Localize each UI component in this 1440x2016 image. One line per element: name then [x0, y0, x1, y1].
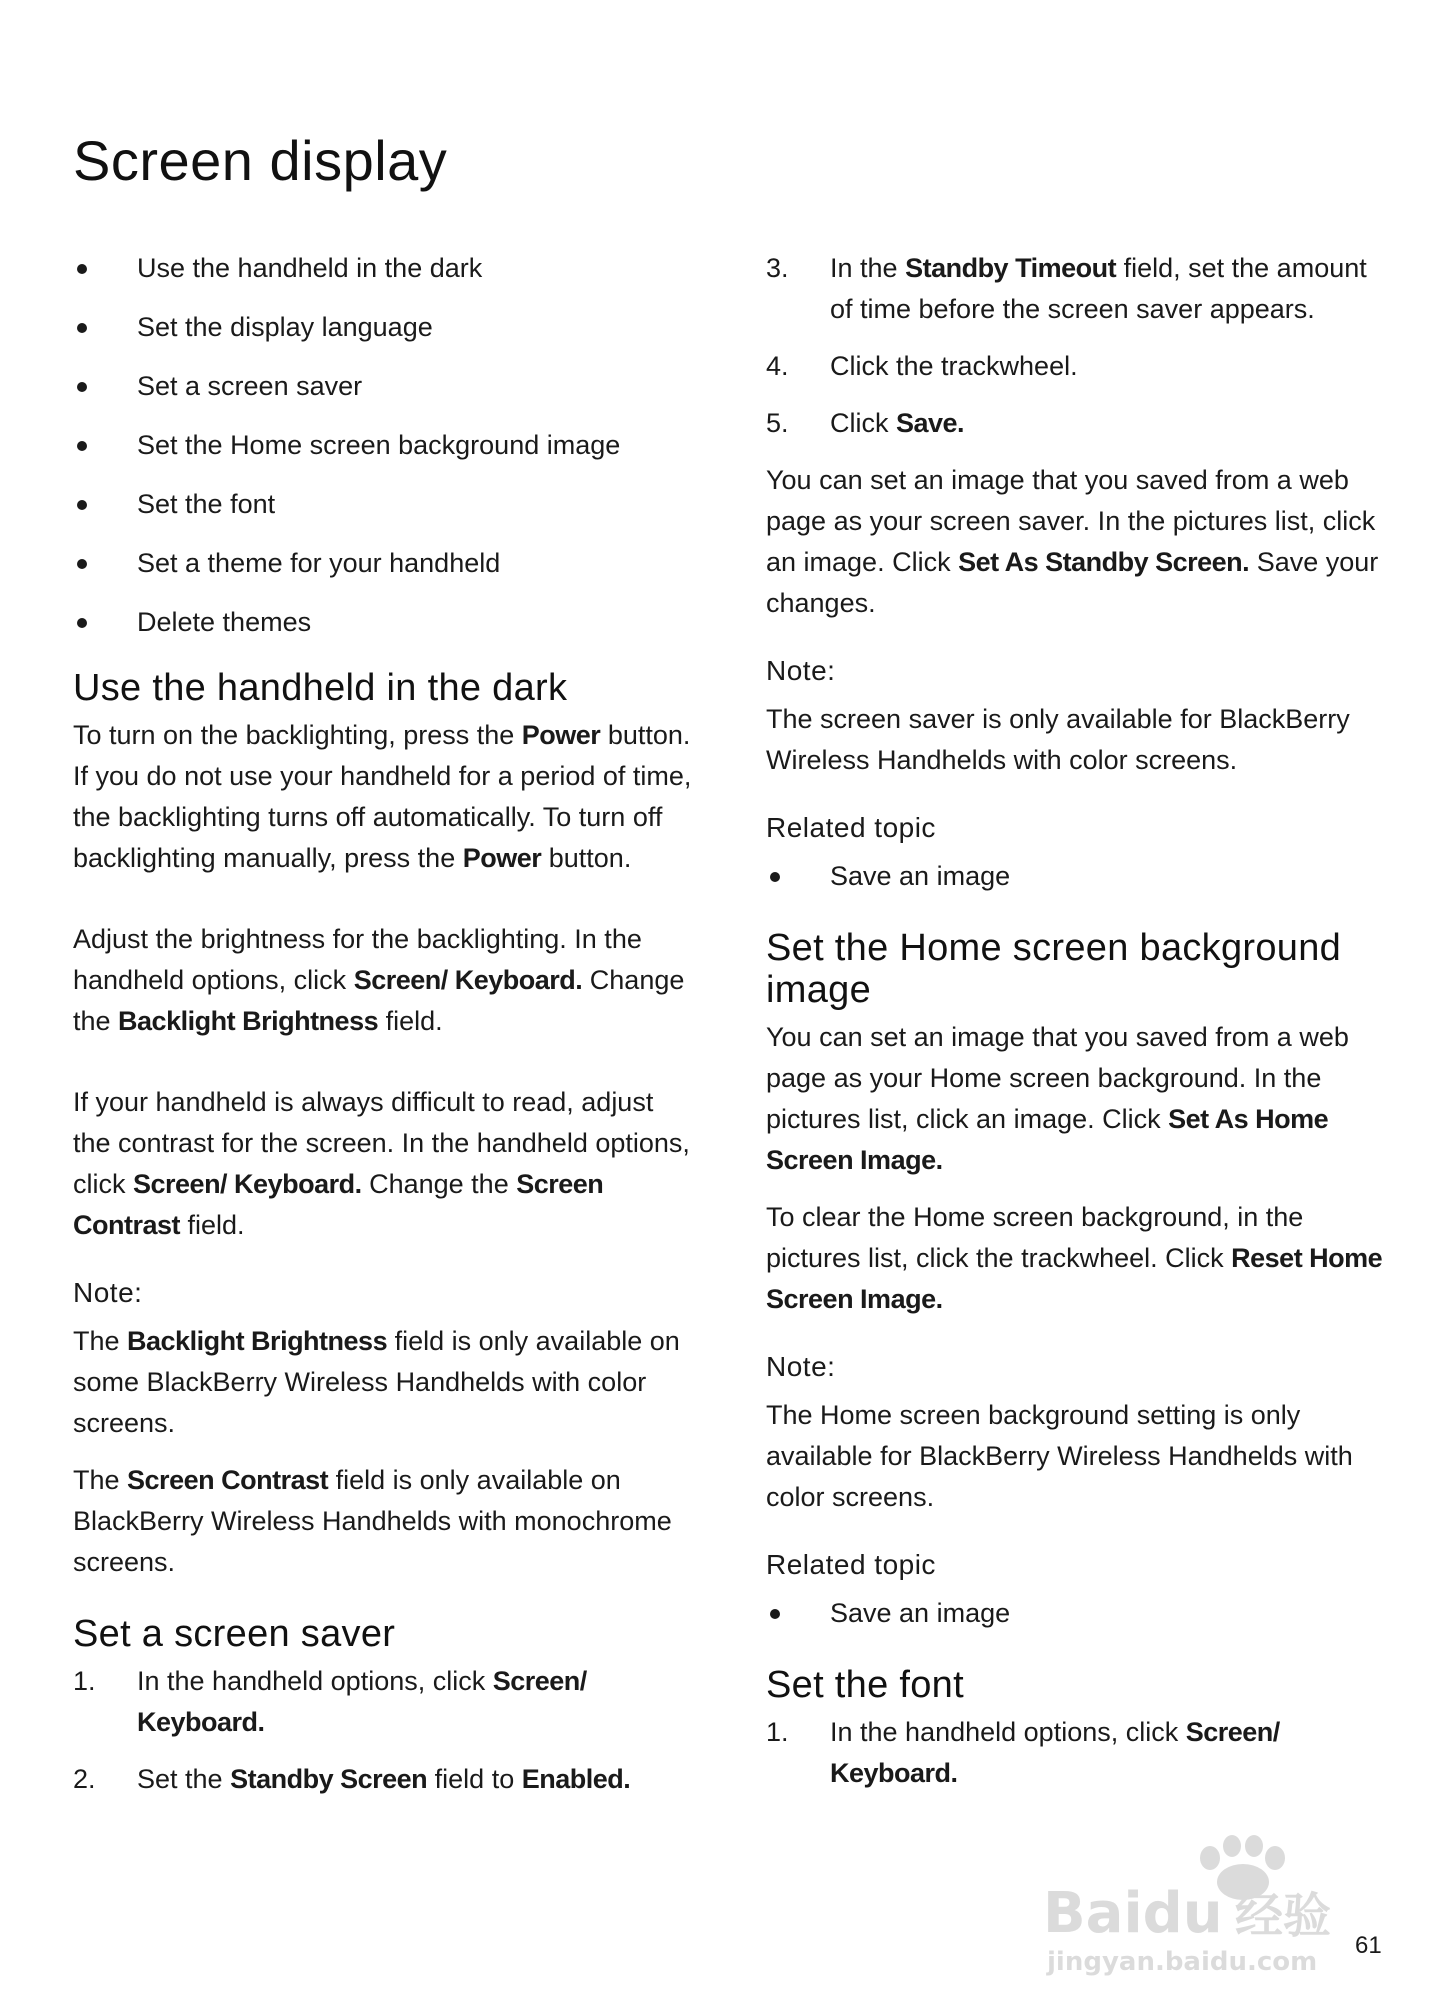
- section-heading-screen-saver: Set a screen saver: [73, 1613, 396, 1655]
- home-paragraph-2: To clear the Home screen background, in the pictures list, click the trackwheel. Click Reset Home Screen Image.: [766, 1202, 1383, 1314]
- baidu-watermark: [1035, 1820, 1375, 1980]
- step-item: 3. In the Standby Timeout field, set the amount of time before the screen saver appears.: [766, 253, 1367, 324]
- saver-steps-list: [73, 1661, 693, 1800]
- home-note: The Home screen background setting is only available for BlackBerry Wireless Handhelds with color screens.: [766, 1400, 1353, 1512]
- page-title: Screen display: [73, 129, 448, 192]
- related-topic-list: [766, 856, 1396, 897]
- topic-link-font[interactable]: Set the font: [73, 484, 693, 525]
- font-steps-list: [766, 1712, 1396, 1794]
- right-column: [766, 248, 1396, 1810]
- dark-paragraph-1: To turn on the backlighting, press the Power button. If you do not use your handheld for a period of time, the backlighting turns off automatically. To turn off backlighting manually, press the Power button.: [73, 720, 692, 873]
- note-label: Note:: [766, 655, 836, 686]
- dark-note-2: The Screen Contrast field is only available on BlackBerry Wireless Handhelds with monochrome screens.: [73, 1465, 672, 1577]
- topic-link-delete-themes[interactable]: Delete themes: [73, 602, 693, 643]
- dark-paragraph-2: Adjust the brightness for the backlighting. In the handheld options, click Screen/ Keyboard. Change the Backlight Brightness field.: [73, 924, 685, 1036]
- topic-link-home-background[interactable]: Set the Home screen background image: [73, 425, 693, 466]
- related-topic-label: Related topic: [766, 812, 936, 843]
- note-label: Note:: [73, 1277, 143, 1308]
- watermark-cn: 经验: [1235, 1888, 1332, 1944]
- step-item: 1. In the handheld options, click Screen/ Keyboard.: [73, 1666, 587, 1737]
- related-topic-label: Related topic: [766, 1549, 936, 1580]
- dark-paragraph-3: If your handheld is always difficult to read, adjust the contrast for the screen. In the handheld options, click Screen/ Keyboard. Change the Screen Contrast field.: [73, 1087, 690, 1240]
- section-heading-font: Set the font: [766, 1664, 964, 1706]
- saver-paragraph: You can set an image that you saved from a web page as your screen saver. In the pictures list, click an image. Click Set As Standby Screen. Save your changes.: [766, 465, 1379, 618]
- watermark-url: jingyan.baidu.com: [1047, 1947, 1318, 1977]
- topic-list: [73, 248, 693, 643]
- step-item: 5. Click Save.: [766, 408, 965, 438]
- related-link-save-image[interactable]: Save an image: [766, 856, 1396, 897]
- saver-steps-continued: [766, 248, 1396, 444]
- note-label: Note:: [766, 1351, 836, 1382]
- watermark-brand: Baidu: [1043, 1881, 1223, 1946]
- saver-note: The screen saver is only available for BlackBerry Wireless Handhelds with color screens.: [766, 704, 1350, 775]
- step-item: 2. Set the Standby Screen field to Enabled.: [73, 1764, 631, 1794]
- step-item: 4. Click the trackwheel.: [766, 351, 1078, 381]
- step-item: 1. In the handheld options, click Screen/ Keyboard.: [766, 1717, 1280, 1788]
- topic-link-screen-saver[interactable]: Set a screen saver: [73, 366, 693, 407]
- section-heading-home-background: Set the Home screen background image: [766, 927, 1342, 1011]
- home-paragraph-1: You can set an image that you saved from a web page as your Home screen background. In the pictures list, click an image. Click Set As Home Screen Image.: [766, 1022, 1349, 1175]
- page-number: 61: [1355, 1932, 1382, 1959]
- left-column: [73, 248, 693, 1816]
- section-heading-dark: Use the handheld in the dark: [73, 667, 568, 709]
- related-link-save-image[interactable]: Save an image: [766, 1593, 1396, 1634]
- topic-link-dark[interactable]: Use the handheld in the dark: [73, 248, 693, 289]
- topic-link-language[interactable]: Set the display language: [73, 307, 693, 348]
- topic-link-theme[interactable]: Set a theme for your handheld: [73, 543, 693, 584]
- related-topic-list: [766, 1593, 1396, 1634]
- dark-note-1: The Backlight Brightness field is only available on some BlackBerry Wireless Handhelds with color screens.: [73, 1326, 680, 1438]
